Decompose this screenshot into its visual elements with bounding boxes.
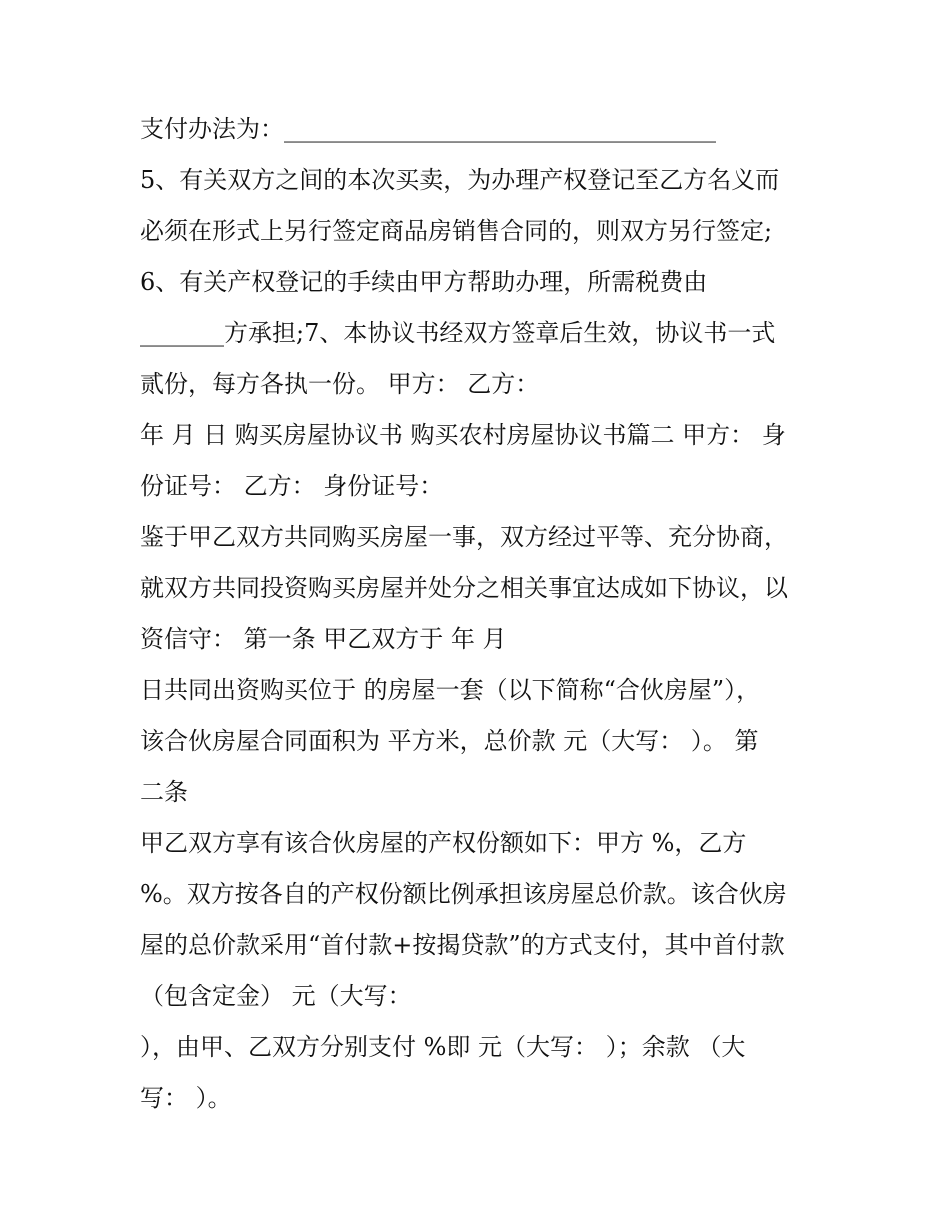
text-line: （包含定金） 元（大写： [140, 982, 412, 1010]
text-line: 资信守： 第一条 甲乙双方于 年 月 [140, 625, 507, 653]
text-line: 必须在形式上另行签定商品房销售合同的，则双方另行签定; [140, 217, 773, 245]
text-line: 该合伙房屋合同面积为 平方米，总价款 元（大写： ）。 第 [140, 727, 759, 755]
text-line: _______方承担;7、本协议书经双方签章后生效，协议书一式 [140, 319, 776, 347]
text-line: 屋的总价款采用“首付款+按揭贷款”的方式支付，其中首付款 [140, 931, 785, 959]
text-line: 写： ）。 [140, 1084, 232, 1112]
text-line: 就双方共同投资购买房屋并处分之相关事宜达成如下协议，以 [140, 574, 788, 602]
text-line: ），由甲、乙双方分别支付 %即 元（大写： ）；余款 （大 [140, 1033, 746, 1061]
text-line: 甲乙双方享有该合伙房屋的产权份额如下：甲方 %，乙方 [140, 829, 747, 857]
text-line: 5、有关双方之间的本次买卖，为办理产权登记至乙方名义而 [140, 166, 780, 194]
text-line: 鉴于甲乙双方共同购买房屋一事，双方经过平等、充分协商， [140, 523, 788, 551]
text-line: 二条 [140, 778, 188, 806]
text-line: 支付办法为：____________________________________ [140, 115, 716, 143]
text-line: 贰份，每方各执一份。 甲方： 乙方： [140, 370, 540, 398]
text-line: 年 月 日 购买房屋协议书 购买农村房屋协议书篇二 甲方： 身 [140, 421, 786, 449]
text-line: 份证号： 乙方： 身份证号： [140, 472, 444, 500]
text-line: 6、有关产权登记的手续由甲方帮助办理，所需税费由 [140, 268, 708, 296]
text-line: %。双方按各自的产权份额比例承担该房屋总价款。该合伙房 [140, 880, 787, 908]
text-line: 日共同出资购买位于 的房屋一套（以下简称“合伙房屋”）， [140, 676, 761, 704]
